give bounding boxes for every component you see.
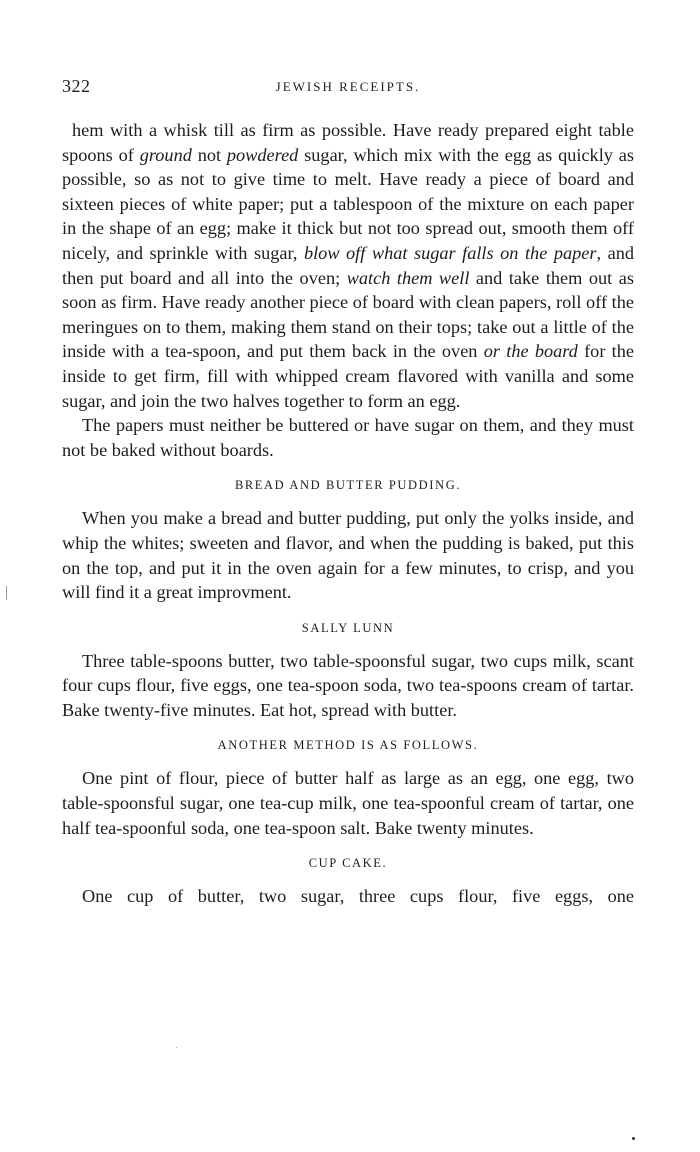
italic-text: or the board (483, 341, 578, 362)
italic-text: ground (139, 144, 192, 165)
italic-text: watch them well (346, 267, 470, 288)
recipe-heading-sally-lunn: SALLY LUNN (301, 620, 395, 635)
text-run: not (191, 144, 227, 165)
recipe-heading-cup-cake: CUP CAKE. (308, 856, 388, 871)
body-text (62, 118, 634, 909)
meringue-paragraph (62, 118, 634, 413)
text-run: sugar, which mix with the egg as quickly as possible, so as not to give time to melt. Have ready a piece of board and sixteen pieces of white paper; put a tablespoon of the mixture on each paper in the shape of an egg; make it thick but not too spread out, smooth them off nicely, and sprinkle with sugar, (62, 144, 634, 263)
text-run: hem with a whisk till as firm as possible. Have ready prepared eight table spoons of (62, 120, 634, 165)
papers-note-paragraph: The papers must neither be buttered or have sugar on them, and they must not be baked without boards. (62, 415, 634, 460)
recipe-text-cup-cake: One cup of butter, two sugar, three cups flour, five eggs, one (82, 886, 634, 907)
text-run: and take them out as soon as firm. Have ready another piece of board with clean papers, roll off the meringues on to them, making them stand on their tops; take out a little of the inside with a tea-spoon, and put them back in the oven (62, 267, 634, 362)
recipe-heading-bread-pudding: BREAD AND BUTTER PUDDING. (234, 478, 462, 493)
recipe-text-bread-pudding: When you make a bread and butter pudding, put only the yolks inside, and whip the whites; sweeten and flavor, and when the pudding is baked, put this on the top, and put it in the oven again for a few minutes, to crisp, and you will find it a great improvment. (62, 508, 634, 603)
running-head (62, 76, 634, 98)
recipe-text-another-method: One pint of flour, piece of butter half as large as an egg, one egg, two table-spoonsful sugar, one tea-cup milk, one tea-spoonful cream of tartar, one half tea-spoonful soda, one tea-spoon salt. Bake twenty minutes. (62, 768, 634, 838)
text-run: , and then put board and all into the oven; (62, 242, 634, 288)
page-number: 322 (62, 76, 91, 96)
paper-speck (176, 1047, 177, 1048)
italic-text: powdered (226, 144, 299, 165)
paper-speck (632, 1137, 635, 1140)
margin-pencil-mark (6, 586, 7, 600)
running-title: JEWISH RECEIPTS. (275, 79, 421, 94)
text-run: for the inside to get firm, fill with whipped cream flavored with vanilla and some sugar, and join the two halves together to form an egg. (62, 341, 635, 411)
italic-text: blow off what sugar falls on the paper (303, 242, 597, 263)
recipe-text-sally-lunn: Three table-spoons butter, two table-spoonsful sugar, two cups milk, scant four cups flour, five eggs, one tea-spoon soda, two tea-spoons cream of tartar. Bake twenty-five minutes. Eat hot, spread with butter. (62, 650, 634, 720)
book-page (62, 0, 634, 1152)
recipe-heading-another-method: ANOTHER METHOD IS AS FOLLOWS. (217, 738, 479, 753)
